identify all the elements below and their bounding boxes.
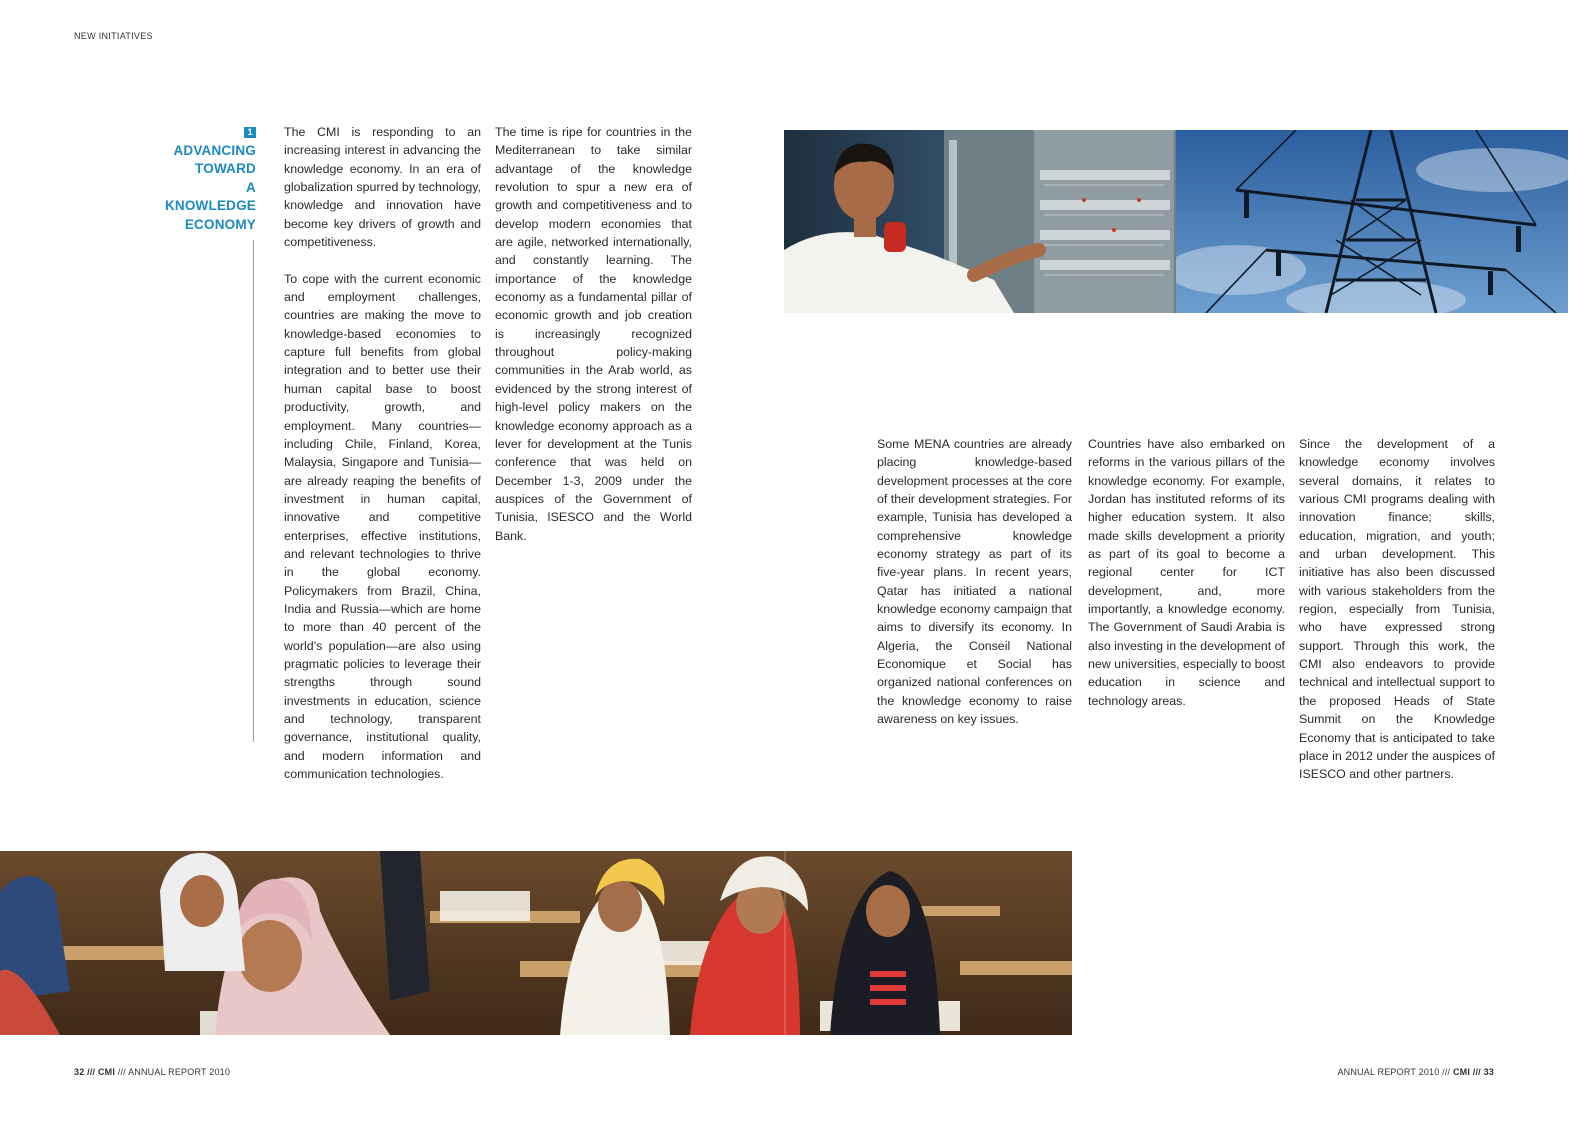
classroom-illustration [0, 851, 1072, 1035]
text-column-2 [495, 123, 692, 545]
text-column-3 [877, 435, 1072, 729]
folio-separator: /// [117, 1067, 126, 1077]
paragraph: Some MENA countries are already placing knowledge-based development processes at the core of their development strategies. For example, Tunisia has developed a comprehensive knowledge economy strategy as part of its five-year plans. In recent years, Qatar has initiated a national knowledge economy campaign that aims to diversify its economy. In Algeria, the Conseil National Economique et Social has organized national conferences on the knowledge economy to raise awareness on key issues. [877, 437, 1072, 727]
section-title-line: KNOWLEDGE [164, 198, 256, 214]
section-title-line: TOWARD [195, 161, 256, 177]
running-head: NEW INITIATIVES [74, 31, 153, 41]
paragraph: The time is ripe for countries in the Mediterranean to take similar advantage of the knowledge revolution to spur a new era of growth and competitiveness and to develop modern economies that are agile, networked internationally, and constantly learning. The importance of the knowledge economy as a fundamental pillar of economic growth and job creation is increasingly recognized throughout policy-making communities in the Arab world, as evidenced by the strong interest of high-level policy makers on the knowledge economy approach as a lever for development at the Tunis conference that was held on December 1-3, 2009 under the auspices of the Government of Tunisia, ISESCO and the World Bank. [495, 125, 692, 543]
technician-illustration [784, 130, 1176, 313]
paragraph: Countries have also embarked on reforms in the various pillars of the knowledge economy. For example, Jordan has instituted reforms of its higher education system. It also made skills development a priority as part of its goal to become a regional center for ICT development, and, more importantly, a knowledge economy. The Government of Saudi Arabia is also investing in the development of new universities, especially to boost education in science and technology areas. [1088, 437, 1285, 708]
section-number-badge: 1 [244, 127, 256, 138]
paragraph: The CMI is responding to an increasing interest in advancing the knowledge economy. In an era of globalization spurred by technology, knowledge and innovation have become key drivers of growth and competitiveness. [284, 125, 481, 250]
photo-classroom [0, 851, 1072, 1035]
page-number-right: 33 [1483, 1067, 1494, 1077]
text-column-5 [1299, 435, 1495, 784]
folio-left [74, 1067, 230, 1077]
text-column-1 [284, 123, 481, 783]
section-title [150, 142, 256, 234]
text-column-4 [1088, 435, 1285, 710]
section-title-line: A [246, 179, 256, 195]
folio-report-right: ANNUAL REPORT 2010 [1337, 1067, 1440, 1077]
folio-separator: /// [1442, 1067, 1451, 1077]
folio-brand-right: CMI [1452, 1067, 1471, 1077]
folio-separator: /// [1472, 1067, 1481, 1077]
folio-right [1300, 1067, 1494, 1077]
pylon-illustration [1176, 130, 1568, 313]
section-divider-rule [253, 240, 254, 742]
section-title-line: ADVANCING [173, 143, 256, 158]
page-number-left: 32 [74, 1067, 85, 1077]
paragraph: Since the development of a knowledge economy involves several domains, it relates to various CMI programs dealing with innovation finance; skills, education, migration, and youth; and urban development. This initiative has also been discussed with various stakeholders from the region, especially from Tunisia, who have expressed strong support. Through this work, the CMI also endeavors to provide technical and intellectual support to the proposed Heads of State Summit on the Knowledge Economy that is anticipated to take place in 2012 under the auspices of ISESCO and other partners. [1299, 437, 1495, 782]
folio-separator: /// [87, 1067, 96, 1077]
folio-report-left: ANNUAL REPORT 2010 [128, 1067, 231, 1077]
photo-power-pylon [1176, 130, 1568, 313]
section-title-line: ECONOMY [184, 216, 256, 232]
paragraph: To cope with the current economic and employment challenges, countries are making the move to knowledge-based economies to capture full benefits from global integration and to better use their human capital base to boost productivity, growth, and employment. Many countries—including Chile, Finland, Korea, Malaysia, Singapore and Tunisia—are already reaping the benefits of investment in human capital, innovative and competitive enterprises, effective institutions, and relevant technologies to thrive in the global economy. Policymakers from Brazil, China, India and Russia—which are home to more than 40 percent of the world’s population—are also using pragmatic policies to leverage their strengths through sound investments in education, science and technology, transparent governance, institutional quality, and modern information and communication technologies. [284, 271, 481, 782]
photo-technician-exchange [784, 130, 1176, 313]
folio-brand-left: CMI [97, 1067, 116, 1077]
